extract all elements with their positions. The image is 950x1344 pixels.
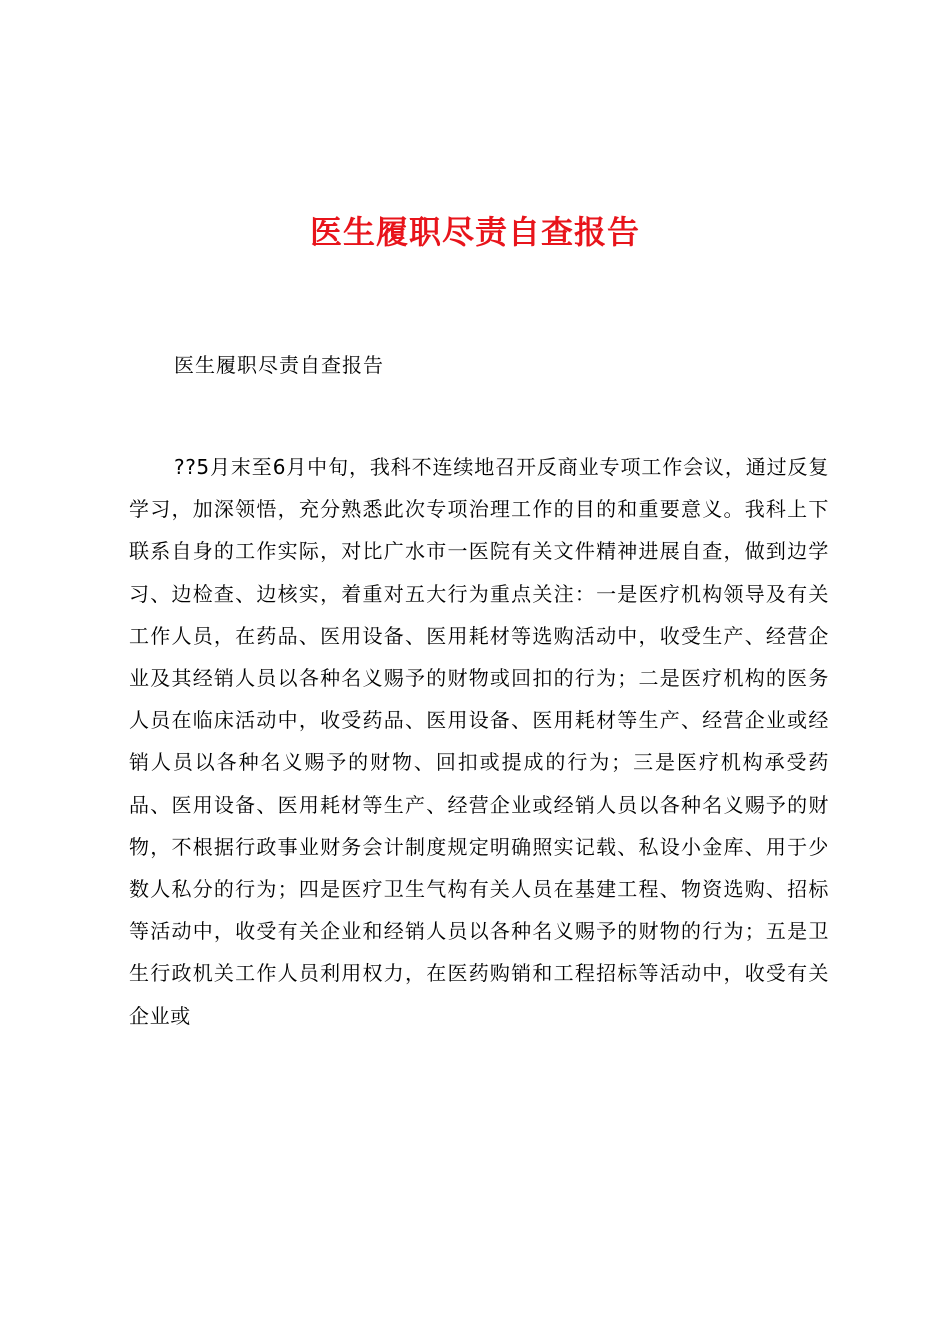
document-title: 医生履职尽责自查报告: [309, 213, 640, 251]
document-subtitle: 医生履职尽责自查报告: [174, 353, 384, 377]
body-paragraph: ??5月末至6月中旬，我科不连续地召开反商业专项工作会议，通过反复学习，加深领悟，充分熟悉此次专项治理工作的目的和重要意义。我科上下联系自身的工作实际，对比广水市一医院有关文件精神进展自查，做到边学习、边检查、边核实，着重对五大行为重点关注：一是医疗机构领导及有关工作人员，在药品、医用设备、医用耗材等选购活动中，收受生产、经营企业及其经销人员以各种名义赐予的财物或回扣的行为；二是医疗机构的医务人员在临床活动中，收受药品、医用设备、医用耗材等生产、经营企业或经销人员以各种名义赐予的财物、回扣或提成的行为；三是医疗机构承受药品、医用设备、医用耗材等生产、经营企业或经销人员以各种名义赐予的财物，不根据行政事业财务会计制度规定明确照实记载、私设小金库、用于少数人私分的行为；四是医疗卫生气构有关人员在基建工程、物资选购、招标等活动中，收受有关企业和经销人员以各种名义赐予的财物的行为；五是卫生行政机关工作人员利用权力，在医药购销和工程招标等活动中，收受有关企业或: [129, 455, 829, 1028]
